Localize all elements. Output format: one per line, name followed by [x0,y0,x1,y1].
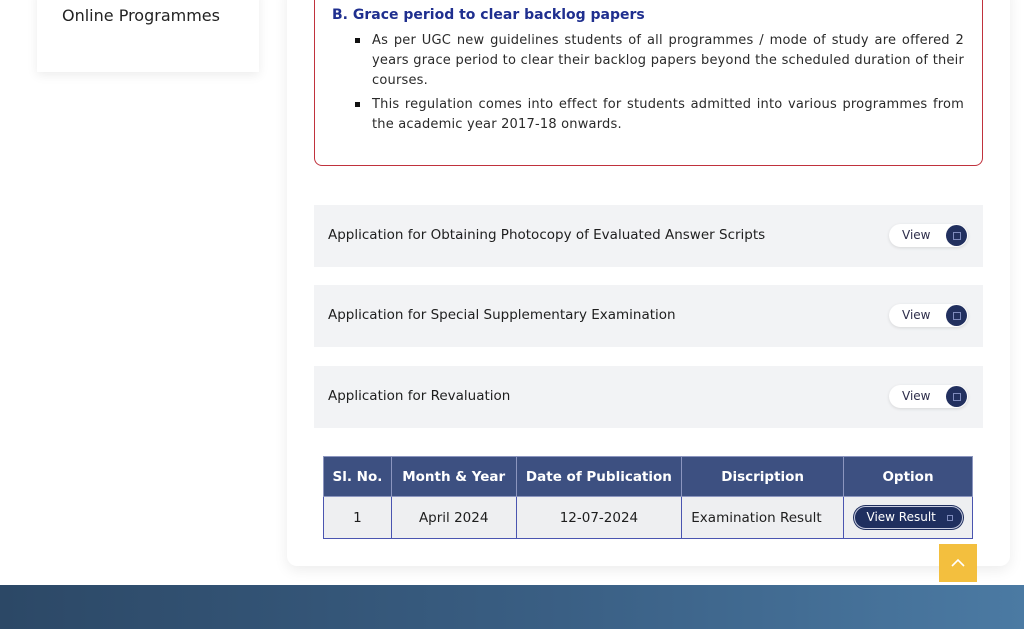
chevron-up-icon [951,558,965,567]
external-link-icon [947,515,953,521]
view-button-label: View [902,228,931,242]
external-link-icon [946,386,967,407]
view-button-revaluation[interactable] [889,385,968,408]
grace-point: This regulation comes into effect for students admitted into various programmes from the academic year 2017-18 onwards. [354,95,964,135]
cell-description: Examination Result [682,497,844,539]
scroll-to-top-button[interactable] [939,544,977,582]
view-result-label: View Result [866,510,936,524]
footer-band [0,585,1024,629]
view-button-label: View [902,308,931,322]
view-button-label: View [902,389,931,403]
cell-option [844,497,973,539]
sidebar-card [37,0,259,72]
results-table-header-row [324,457,973,497]
application-row-special-supplementary [314,285,983,347]
sidebar-item-online-programmes[interactable]: Online Programmes [62,6,220,25]
cell-date: 12-07-2024 [516,497,682,539]
external-link-icon [946,305,967,326]
application-row-photocopy [314,205,983,267]
application-label: Application for Revaluation [328,388,511,404]
view-button-photocopy[interactable] [889,224,968,247]
view-result-button[interactable] [854,506,963,529]
grace-period-notice [314,0,983,166]
col-header-date-of-publication: Date of Publication [516,457,682,497]
application-row-revaluation [314,366,983,428]
results-table [323,456,973,539]
col-header-month-year: Month & Year [391,457,516,497]
grace-period-title: B. Grace period to clear backlog papers [332,7,645,23]
col-header-sl-no: Sl. No. [324,457,392,497]
external-link-icon [946,225,967,246]
grace-point: As per UGC new guidelines students of all programmes / mode of study are offered 2 years grace period to clear their backlog papers beyond the scheduled duration of their courses. [354,31,964,91]
view-button-special-supplementary[interactable] [889,304,968,327]
col-header-option: Option [844,457,973,497]
application-label: Application for Obtaining Photocopy of Evaluated Answer Scripts [328,227,766,243]
cell-sl-no: 1 [324,497,392,539]
cell-month-year: April 2024 [391,497,516,539]
application-label: Application for Special Supplementary Examination [328,307,676,323]
table-row [324,497,973,539]
col-header-description: Discription [682,457,844,497]
grace-period-list [354,31,964,139]
